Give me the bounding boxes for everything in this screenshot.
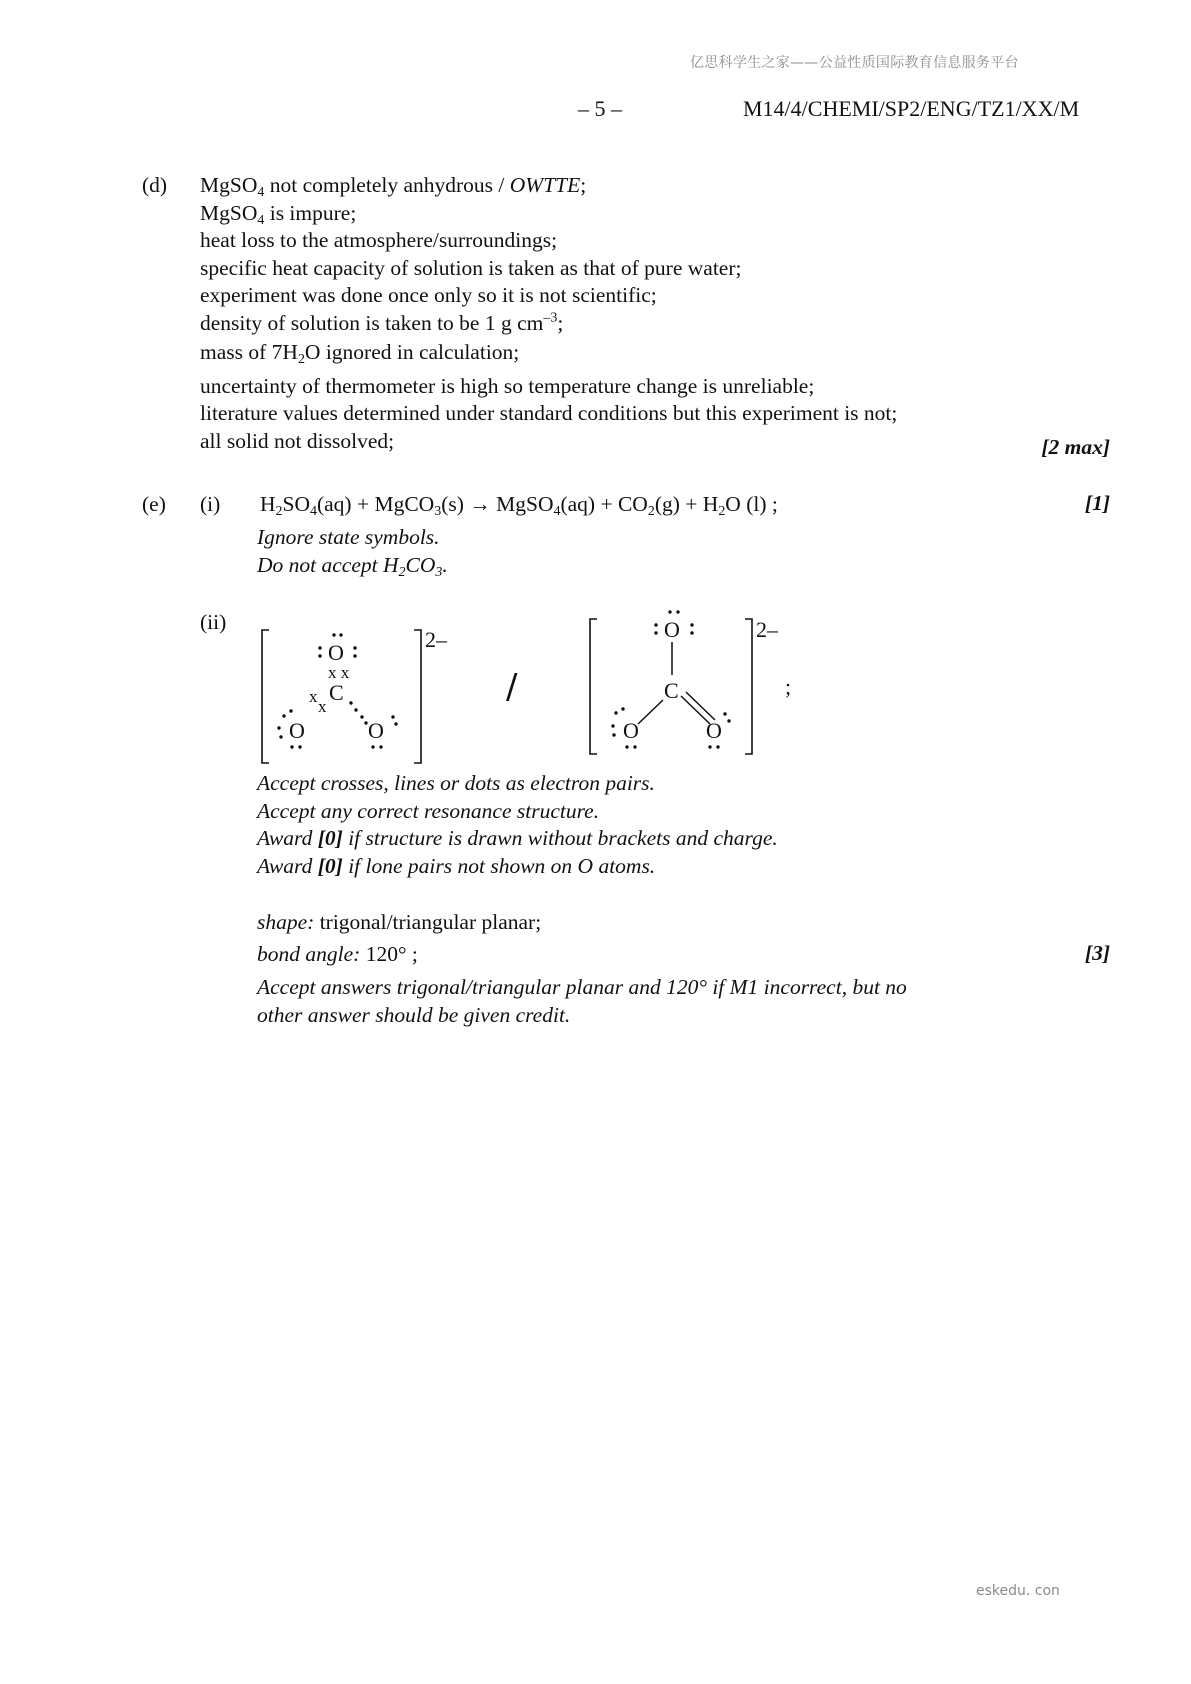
text: not completely anhydrous /: [264, 173, 510, 197]
text: if structure is drawn without brackets and charge.: [342, 826, 778, 850]
part-d-label: (d): [142, 173, 168, 197]
lone-pair-dot: [364, 721, 367, 724]
atom-o-right-2: O: [706, 718, 722, 743]
eq-subscript: 2: [718, 504, 726, 520]
eq-text: (s) → MgSO: [441, 492, 554, 516]
atom-o-right-1: O: [368, 718, 384, 743]
subscript: 2: [398, 565, 406, 581]
eq-text: (g) + H: [654, 492, 719, 516]
lone-pair-dot: [371, 745, 374, 748]
eq-text: (aq) + CO: [560, 492, 648, 516]
shape-value: trigonal/triangular planar;: [314, 910, 542, 934]
lone-pair-dot: [611, 724, 614, 727]
superscript: –3: [543, 310, 558, 326]
right-bracket-2: [745, 619, 752, 754]
part-d-marks: [2 max]: [1041, 435, 1110, 459]
lone-pair-dot: [625, 745, 628, 748]
atom-c-2: C: [664, 678, 679, 703]
charge-2: 2–: [756, 617, 778, 642]
lone-pair-dot: [690, 631, 693, 634]
part-e-ii-notes: [257, 770, 778, 880]
part-d-line-8: uncertainty of thermometer is high so temperature change is unreliable;: [200, 373, 815, 398]
atom-o-left-1: O: [289, 718, 305, 743]
lone-pair-dot: [279, 735, 282, 738]
owtte: OWTTE: [509, 173, 581, 197]
single-bond-left: [638, 700, 663, 724]
text: .: [442, 553, 448, 577]
bond-electrons-x: x: [318, 697, 327, 716]
lone-pair-dot: [339, 633, 342, 636]
lone-pair-dot: [379, 745, 382, 748]
lone-pair-dot: [277, 726, 280, 729]
part-d-line-9: literature values determined under standard conditions but this experiment is not;: [200, 401, 898, 425]
note-accept-crosses: Accept crosses, lines or dots as electron pairs.: [257, 771, 655, 795]
lone-pair-dot: [360, 715, 363, 718]
zero-mark: [0]: [317, 826, 343, 850]
bond-angle-answer: [257, 941, 418, 969]
lone-pair-dot: [394, 722, 397, 725]
part-d-line-5: experiment was done once only so it is not scientific;: [200, 283, 657, 307]
part-e-label: (e): [142, 492, 166, 516]
note-accept-answers-1: Accept answers trigonal/triangular planar and 120° if M1 incorrect, but no: [257, 975, 907, 999]
subscript: 4: [257, 185, 265, 201]
text: MgSO: [200, 173, 258, 197]
note-accept-answers-2: other answer should be given credit.: [257, 1003, 571, 1027]
lone-pair-dot: [318, 654, 321, 657]
lone-pair-dot: [290, 745, 293, 748]
text: ;: [580, 173, 587, 197]
text: is impure;: [264, 200, 357, 225]
lone-pair-dot: [654, 623, 657, 626]
part-d-line-2: [200, 200, 897, 228]
bond-electron-dot: [354, 708, 357, 711]
subscript: 2: [297, 352, 305, 368]
note-ignore-state: Ignore state symbols.: [257, 525, 440, 549]
text: mass of 7H: [200, 340, 298, 364]
bond-electrons-x: x: [309, 687, 318, 706]
angle-value: 120° ;: [360, 942, 418, 966]
charge-1: 2–: [425, 627, 447, 652]
left-bracket-2: [590, 619, 597, 754]
text: CO: [405, 553, 436, 577]
lone-pair-dot: [391, 715, 394, 718]
bond-electrons-x: x x: [328, 663, 350, 682]
part-e-i-marks: [1]: [1084, 491, 1110, 515]
lone-pair-dot: [282, 714, 285, 717]
eq-text: SO: [282, 492, 310, 516]
lone-pair-dot: [668, 610, 671, 613]
text: ;: [557, 310, 564, 335]
eq-text: (aq) + MgCO: [316, 492, 435, 516]
structure-end-semicolon: ;: [785, 674, 792, 699]
lone-pair-dot: [298, 745, 301, 748]
part-d-line-6: [200, 310, 897, 338]
shape-answer: [257, 909, 541, 937]
eq-text: H: [260, 492, 276, 516]
lone-pair-dot: [332, 633, 335, 636]
lone-pair-dot: [633, 745, 636, 748]
note-award-lone-pairs: [257, 853, 778, 881]
part-d-line-3: heat loss to the atmosphere/surroundings;: [200, 228, 558, 252]
part-d-line-7: [200, 339, 897, 367]
text: density of solution is taken to be 1 g cm: [200, 310, 544, 335]
eq-text: O (l) ;: [725, 492, 778, 516]
angle-label: bond angle:: [257, 942, 361, 966]
lone-pair-dot: [654, 631, 657, 634]
eq-subscript: 2: [275, 504, 283, 520]
right-bracket-1: [414, 630, 421, 763]
watermark-bottom: eskedu. con: [976, 1583, 1060, 1599]
bond-electron-dot: [349, 701, 352, 704]
lone-pair-dot: [708, 745, 711, 748]
text: Award: [257, 853, 318, 878]
atom-o-top-1: O: [328, 640, 344, 665]
note-do-not-accept: [257, 552, 448, 580]
shape-label: shape:: [257, 910, 315, 934]
text: MgSO: [200, 200, 258, 225]
lone-pair-dot: [716, 745, 719, 748]
carbonate-lewis-structures: [240, 600, 840, 770]
atom-o-top-2: O: [664, 617, 680, 642]
lone-pair-dot: [353, 654, 356, 657]
eq-subscript: 3: [434, 504, 442, 520]
paper-code: M14/4/CHEMI/SP2/ENG/TZ1/XX/M: [743, 96, 1080, 121]
page-number: – 5 –: [578, 96, 622, 121]
separator-slash: /: [506, 667, 518, 707]
eq-subscript: 4: [310, 504, 317, 520]
lone-pair-dot: [676, 610, 679, 613]
note-award-brackets: [257, 825, 778, 853]
lone-pair-dot: [614, 711, 617, 714]
part-d-line-4: specific heat capacity of solution is taken as that of pure water;: [200, 255, 742, 280]
text: O ignored in calculation;: [304, 340, 520, 364]
text: if lone pairs not shown on O atoms.: [342, 853, 656, 878]
eq-subscript: 4: [553, 504, 561, 520]
part-e-ii-label: (ii): [200, 610, 227, 634]
lone-pair-dot: [723, 712, 726, 715]
note-accept-resonance: Accept any correct resonance structure.: [257, 798, 600, 823]
equation: [260, 491, 778, 519]
part-d-line-10: all solid not dissolved;: [200, 428, 395, 453]
text: Do not accept H: [257, 553, 399, 577]
lone-pair-dot: [690, 623, 693, 626]
subscript: 3: [435, 565, 443, 581]
eq-subscript: 2: [647, 504, 655, 520]
part-d-block: [200, 172, 897, 455]
part-e-ii-marks: [3]: [1084, 941, 1110, 965]
lone-pair-dot: [289, 709, 292, 712]
lone-pair-dot: [727, 719, 730, 722]
lone-pair-dot: [318, 646, 321, 649]
zero-mark: [0]: [317, 853, 343, 878]
left-bracket-1: [262, 630, 269, 763]
part-d-line-1: [200, 172, 897, 200]
text: Award: [257, 826, 318, 850]
lone-pair-dot: [621, 707, 624, 710]
watermark-top: 亿思科学生之家——公益性质国际教育信息服务平台: [690, 55, 1019, 71]
lone-pair-dot: [612, 733, 615, 736]
part-e-i-label: (i): [200, 492, 221, 516]
atom-c-1: C: [329, 680, 344, 705]
subscript: 4: [257, 212, 265, 228]
atom-o-left-2: O: [623, 718, 639, 743]
lone-pair-dot: [353, 646, 356, 649]
